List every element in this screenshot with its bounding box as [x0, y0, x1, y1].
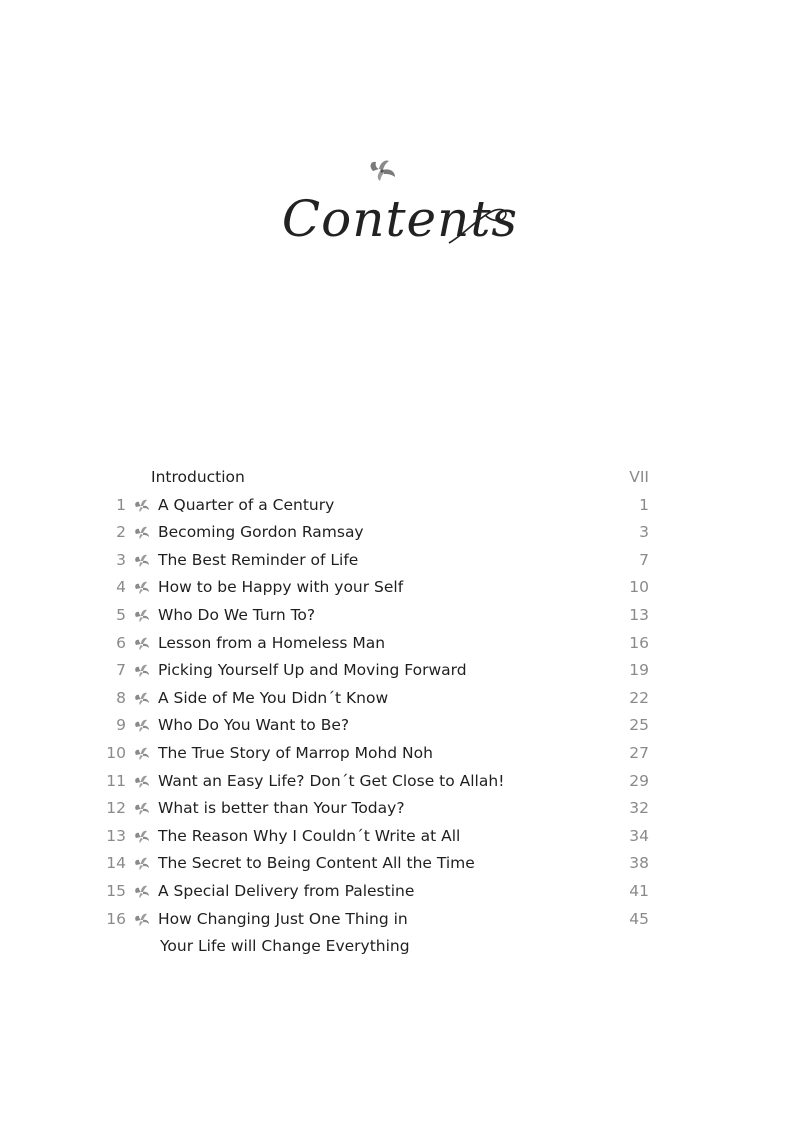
toc-entry-title: Picking Yourself Up and Moving Forward [158, 661, 467, 680]
chapter-number: 4 [116, 578, 126, 597]
toc-row[interactable] [0, 547, 800, 575]
chapter-number: 2 [116, 523, 126, 542]
toc-page-number: 3 [639, 523, 649, 542]
toc-page-number: 38 [629, 854, 649, 873]
chapter-number: 16 [106, 909, 126, 928]
toc-row[interactable] [0, 823, 800, 851]
leaf-bullet-icon [134, 856, 150, 870]
chapter-number: 9 [116, 716, 126, 735]
leaf-bullet-icon [134, 580, 150, 594]
toc-row[interactable] [0, 492, 800, 520]
toc-row[interactable] [0, 795, 800, 823]
toc-entry-title: Introduction [151, 468, 245, 486]
page-title: Contents [281, 190, 519, 248]
toc-row[interactable] [0, 740, 800, 768]
leaf-bullet-icon [134, 829, 150, 843]
floral-ornament-icon [367, 155, 399, 183]
toc-page-number: 10 [629, 578, 649, 597]
toc-row[interactable] [0, 906, 800, 934]
leaf-bullet-icon [134, 746, 150, 760]
chapter-number: 14 [106, 854, 126, 873]
leaf-bullet-icon [134, 663, 150, 677]
leaf-bullet-icon [134, 636, 150, 650]
toc-page-number: VII [629, 468, 649, 486]
toc-entry-title: A Side of Me You Didn´t Know [158, 688, 389, 707]
title-swash-decoration [445, 203, 515, 251]
toc-row[interactable] [0, 657, 800, 685]
leaf-bullet-icon [134, 553, 150, 567]
toc-entry-title: What is better than Your Today? [158, 799, 405, 818]
toc-row[interactable] [0, 712, 800, 740]
chapter-number: 10 [106, 743, 126, 762]
toc-page-number: 25 [629, 716, 649, 735]
toc-row[interactable] [0, 768, 800, 796]
toc-page-number: 41 [629, 881, 649, 900]
toc-row[interactable] [0, 850, 800, 878]
toc-row-continuation[interactable] [0, 933, 800, 961]
leaf-bullet-icon [134, 718, 150, 732]
chapter-number: 12 [106, 799, 126, 818]
chapter-number: 15 [106, 881, 126, 900]
leaf-bullet-icon [134, 884, 150, 898]
chapter-number: 7 [116, 661, 126, 680]
toc-row-introduction[interactable] [0, 464, 800, 492]
toc-row[interactable] [0, 519, 800, 547]
leaf-bullet-icon [134, 912, 150, 926]
toc-page-number: 1 [639, 495, 649, 514]
toc-entry-title: Who Do We Turn To? [158, 605, 316, 624]
toc-entry-title: The Secret to Being Content All the Time [158, 854, 475, 873]
toc-page-number: 19 [629, 661, 649, 680]
leaf-bullet-icon [134, 691, 150, 705]
toc-page-number: 34 [629, 826, 649, 845]
toc-row[interactable] [0, 878, 800, 906]
chapter-number: 1 [116, 495, 126, 514]
toc-row[interactable] [0, 574, 800, 602]
chapter-number: 8 [116, 688, 126, 707]
table-of-contents [0, 464, 800, 961]
toc-row[interactable] [0, 685, 800, 713]
toc-entry-title: Lesson from a Homeless Man [158, 633, 386, 652]
toc-page-number: 22 [629, 688, 649, 707]
toc-entry-title: Want an Easy Life? Don´t Get Close to Allah! [158, 771, 505, 790]
toc-page-number: 7 [639, 550, 649, 569]
chapter-number: 5 [116, 605, 126, 624]
toc-page-number: 32 [629, 799, 649, 818]
toc-entry-title: How Changing Just One Thing in [158, 909, 408, 928]
leaf-bullet-icon [134, 498, 150, 512]
leaf-bullet-icon [134, 525, 150, 539]
toc-entry-title-continuation: Your Life will Change Everything [160, 937, 410, 956]
toc-entry-title: The Reason Why I Couldn´t Write at All [158, 826, 461, 845]
toc-page-number: 45 [629, 909, 649, 928]
toc-page-number: 16 [629, 633, 649, 652]
toc-page-number: 29 [629, 771, 649, 790]
toc-row[interactable] [0, 630, 800, 658]
toc-row[interactable] [0, 602, 800, 630]
toc-entry-title: A Special Delivery from Palestine [158, 881, 415, 900]
leaf-bullet-icon [134, 801, 150, 815]
toc-entry-title: A Quarter of a Century [158, 495, 335, 514]
chapter-number: 13 [106, 826, 126, 845]
leaf-bullet-icon [134, 774, 150, 788]
chapter-number: 6 [116, 633, 126, 652]
chapter-number: 3 [116, 550, 126, 569]
toc-entry-title: Who Do You Want to Be? [158, 716, 350, 735]
toc-entry-title: The True Story of Marrop Mohd Noh [158, 743, 433, 762]
toc-entry-title: Becoming Gordon Ramsay [158, 523, 364, 542]
toc-page-number: 27 [629, 743, 649, 762]
chapter-number: 11 [106, 771, 126, 790]
toc-entry-title: The Best Reminder of Life [158, 550, 359, 569]
toc-page-number: 13 [629, 605, 649, 624]
toc-entry-title: How to be Happy with your Self [158, 578, 404, 597]
leaf-bullet-icon [134, 608, 150, 622]
